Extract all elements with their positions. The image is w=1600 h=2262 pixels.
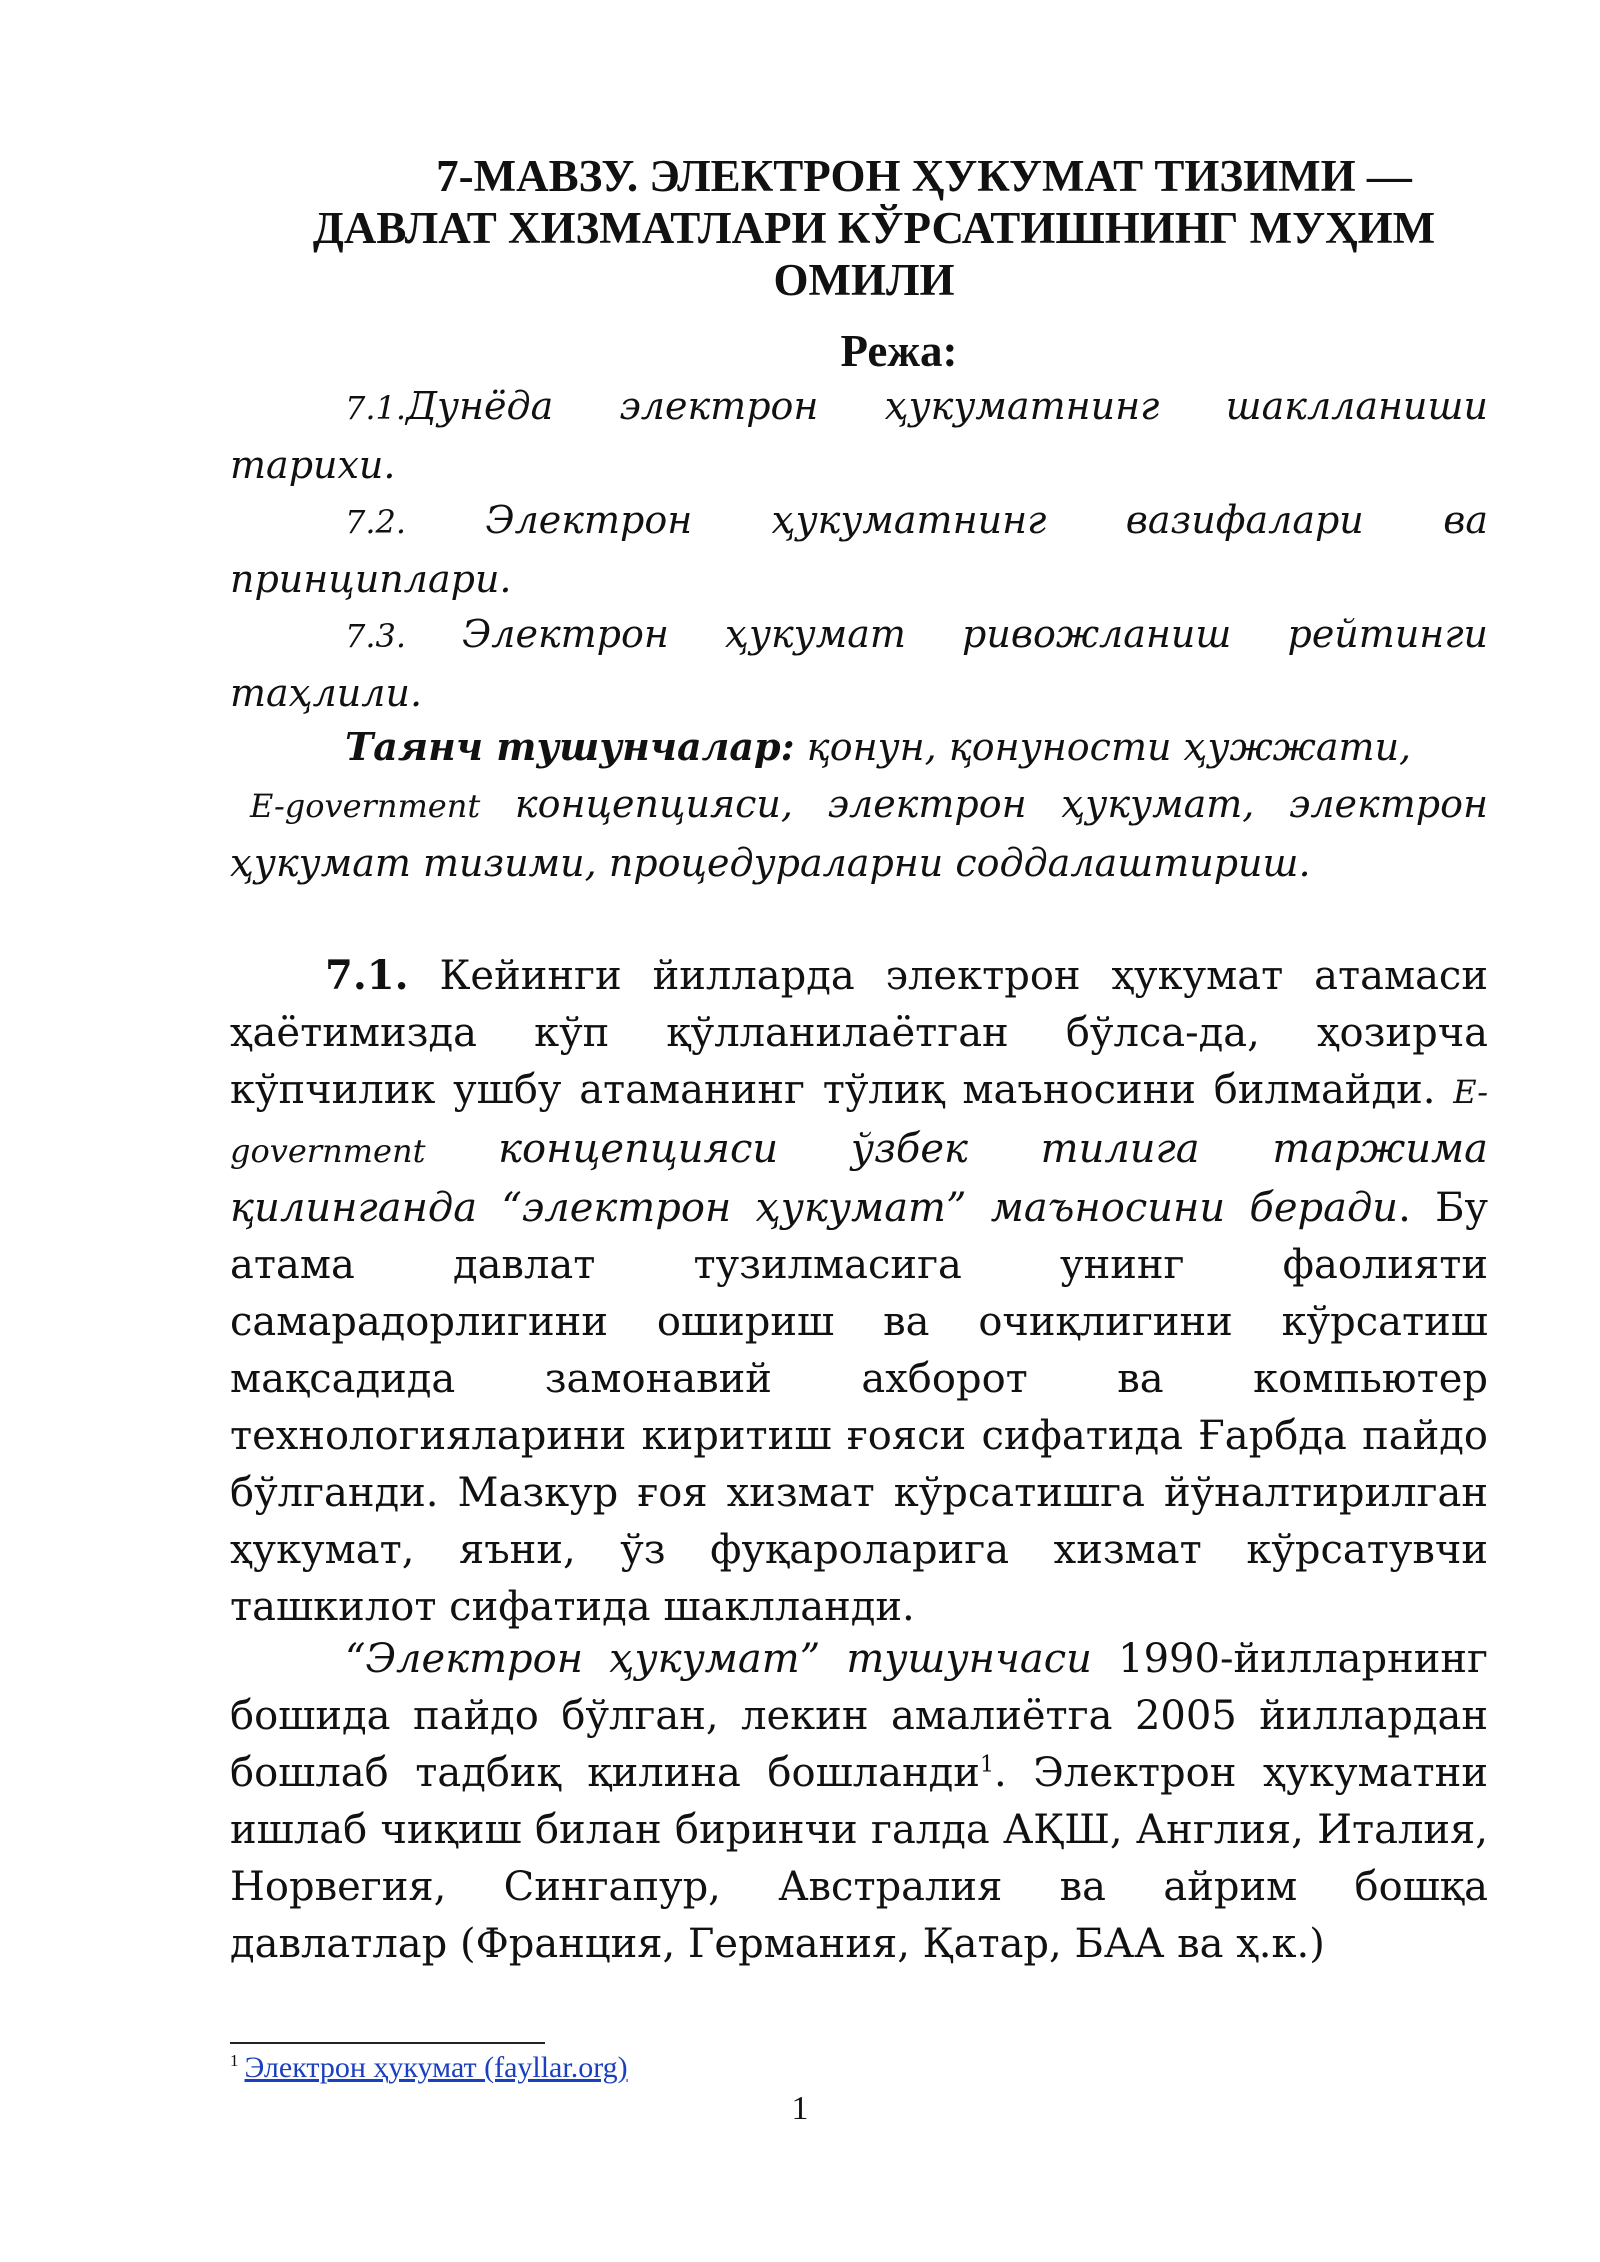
footnote-mark: 1 <box>230 2051 239 2070</box>
section-7-1-paragraph-2 <box>230 1631 1488 1973</box>
paragraph-text: . Электрон ҳукуматни ишлаб чиқиш билан биринчи галда АҚШ, Англия, Италия, Норвегия, Сингапур, Австралия ва айрим бошқа давлатлар (Франция, Германия, Қатар, БАА ва ҳ.к.) <box>230 1750 1488 1967</box>
paragraph-italic-text: концепцияси ўзбек тилига таржима қилинганда “электрон ҳукумат” маъносини беради <box>230 1126 1488 1231</box>
footnote-separator <box>230 2042 545 2044</box>
plan-item-number: 7.1. <box>345 389 407 427</box>
plan-item-2 <box>230 492 1488 608</box>
paragraph-text: . Бу атама давлат тузилмасига унинг фаолияти самарадорлигини ошириш ва очиқлигини кўрсатиш мақсадида замонавий ахборот ва компьютер технологияларини киритиш ғояси сифатида Ғарбда пайдо бўлганди. Мазкур ғоя хизмат кўрсатишга йўналтирилган ҳукумат, яъни, ўз фуқароларига хизмат кўрсатувчи ташкилот сифатида шаклланди. <box>230 1185 1489 1630</box>
egov-term: E-government <box>250 787 481 825</box>
page-number: 1 <box>791 2090 809 2127</box>
plan-item-text-continued: тарихи. <box>230 443 396 487</box>
footnote-link[interactable]: Электрон ҳукумат (fayllar.org) <box>244 2051 628 2084</box>
title-line-2: ДАВЛАТ ХИЗМАТЛАРИ КЎРСАТИШНИНГ МУҲИМ <box>312 203 1436 253</box>
title-line-3: ОМИЛИ <box>773 255 955 305</box>
key-concepts-text: ҳукумат тизими, процедураларни соддалаштириш. <box>230 841 1311 885</box>
egov-term: E-government <box>230 1073 1488 1170</box>
section-7-1-paragraph-1 <box>230 947 1488 1636</box>
footnote <box>230 2050 628 2086</box>
title-line-1: 7-МАВЗУ. ЭЛЕКТРОН ҲУКУМАТ ТИЗИМИ — <box>436 151 1412 201</box>
document-title <box>230 150 1488 306</box>
plan-item-text-continued: принциплари. <box>230 557 512 601</box>
plan-item-text-continued: таҳлили. <box>230 671 423 715</box>
key-concepts-label: Таянч тушунчалар: <box>345 724 795 769</box>
plan-heading: Режа: <box>840 326 958 376</box>
key-concepts <box>230 718 1488 892</box>
plan-item-1 <box>230 378 1488 494</box>
footnote-reference[interactable]: 1 <box>979 1752 994 1778</box>
plan-item-number: 7.3. <box>345 617 407 655</box>
paragraph-text: Кейинги йилларда электрон ҳукумат атамаси ҳаётимизда кўп қўлланилаётган бўлса-да, ҳозирча кўпчилик ушбу атаманинг тўлиқ маъносини билмайди. <box>230 953 1488 1113</box>
plan-item-3 <box>230 606 1488 722</box>
plan-item-text: Дунёда электрон ҳукуматнинг шаклланиши <box>406 384 1488 428</box>
key-concepts-text: концепцияси, электрон ҳукумат, электрон <box>480 782 1488 826</box>
key-concepts-text: қонун, қонуности ҳужжати, <box>794 725 1412 769</box>
plan-item-text: Электрон ҳукуматнинг вазифалари ва <box>406 498 1488 542</box>
plan-item-number: 7.2. <box>345 503 407 541</box>
paragraph-text: 1990-йилларнинг бошида пайдо бўлган, лекин амалиётга 2005 йиллардан бошлаб тадбиқ қилина бошланди <box>230 1636 1488 1796</box>
paragraph-italic-text: “Электрон ҳукумат” тушунчаси <box>345 1636 1092 1682</box>
section-number: 7.1. <box>325 952 409 999</box>
plan-item-text: Электрон ҳукумат ривожланиш рейтинги <box>406 612 1488 656</box>
